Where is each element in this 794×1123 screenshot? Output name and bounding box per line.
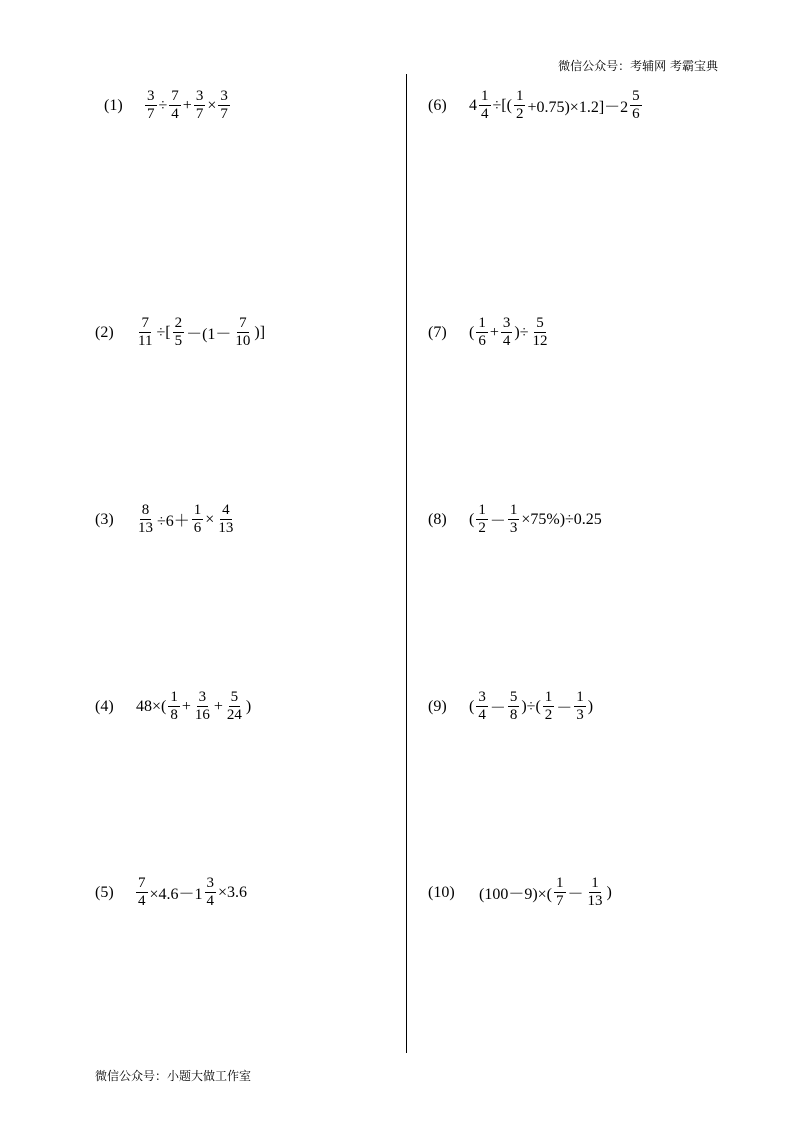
denominator: 16 bbox=[194, 707, 210, 723]
numerator: 1 bbox=[193, 502, 202, 518]
expression-text: + bbox=[182, 96, 192, 114]
fraction bbox=[194, 88, 206, 123]
numerator: 2 bbox=[174, 315, 183, 331]
problem-number: (9) bbox=[428, 697, 447, 715]
numerator: 4 bbox=[222, 502, 230, 518]
fraction bbox=[574, 689, 586, 724]
fraction bbox=[530, 315, 549, 350]
expression bbox=[468, 88, 643, 123]
expression-text: + bbox=[181, 697, 191, 715]
expression-text: －(1－ bbox=[186, 326, 232, 343]
expression-text: +0.75)×1.2]－2 bbox=[527, 99, 629, 116]
expression-text: + bbox=[213, 697, 223, 715]
fraction bbox=[476, 689, 488, 724]
numerator: 3 bbox=[502, 315, 511, 331]
problem-number: (10) bbox=[428, 883, 455, 901]
expression-text: × bbox=[205, 510, 215, 528]
numerator: 3 bbox=[198, 689, 207, 705]
expression bbox=[144, 88, 231, 123]
problem-number: (3) bbox=[95, 510, 114, 528]
fraction bbox=[508, 502, 520, 537]
fraction bbox=[508, 689, 520, 724]
numerator: 3 bbox=[206, 875, 215, 891]
denominator: 4 bbox=[171, 106, 179, 122]
problem-7 bbox=[428, 315, 550, 350]
problem-number: (5) bbox=[95, 883, 114, 901]
denominator: 7 bbox=[220, 106, 228, 122]
expression bbox=[135, 315, 266, 350]
problem-number: (8) bbox=[428, 510, 447, 528]
fraction bbox=[136, 315, 154, 350]
problem-number: (1) bbox=[104, 96, 123, 114]
expression-text: (100－9)×( bbox=[479, 886, 553, 903]
denominator: 6 bbox=[632, 106, 640, 122]
fraction bbox=[543, 689, 555, 724]
numerator: 3 bbox=[220, 88, 228, 104]
problem-3 bbox=[95, 502, 236, 537]
numerator: 5 bbox=[632, 88, 640, 104]
numerator: 1 bbox=[591, 875, 599, 891]
expression-text: － bbox=[489, 513, 506, 530]
fraction bbox=[192, 502, 204, 537]
numerator: 1 bbox=[481, 88, 489, 104]
expression bbox=[135, 875, 248, 910]
expression-text: ×3.6 bbox=[218, 883, 248, 901]
fraction bbox=[193, 689, 212, 724]
numerator: 3 bbox=[147, 88, 155, 104]
expression-text: ÷[ bbox=[156, 323, 171, 341]
problem-number: (4) bbox=[95, 697, 114, 715]
expression-text: × bbox=[207, 96, 217, 114]
fraction bbox=[476, 502, 488, 537]
fraction bbox=[501, 315, 513, 350]
denominator: 12 bbox=[532, 333, 548, 349]
expression bbox=[468, 502, 603, 537]
denominator: 3 bbox=[509, 520, 518, 536]
expression-text: + bbox=[489, 323, 499, 341]
expression-text: ×75%)÷0.25 bbox=[521, 510, 602, 528]
numerator: 7 bbox=[141, 315, 149, 331]
problem-number: (6) bbox=[428, 96, 447, 114]
denominator: 2 bbox=[515, 106, 524, 122]
problem-8 bbox=[428, 502, 603, 537]
denominator: 4 bbox=[502, 333, 511, 349]
fraction bbox=[218, 88, 230, 123]
expression-text: )÷ bbox=[514, 323, 529, 341]
fraction bbox=[205, 875, 217, 910]
denominator: 11 bbox=[138, 333, 153, 349]
denominator: 4 bbox=[478, 707, 486, 723]
expression bbox=[135, 689, 252, 724]
denominator: 2 bbox=[544, 707, 553, 723]
fraction bbox=[476, 315, 488, 350]
denominator: 4 bbox=[206, 893, 215, 909]
problem-1 bbox=[104, 88, 231, 123]
numerator: 1 bbox=[478, 502, 486, 518]
denominator: 7 bbox=[195, 106, 204, 122]
fraction bbox=[225, 689, 244, 724]
denominator: 10 bbox=[235, 333, 251, 349]
expression-text: － bbox=[556, 700, 573, 717]
problem-2 bbox=[95, 315, 266, 350]
numerator: 1 bbox=[170, 689, 178, 705]
expression-text: ) bbox=[587, 697, 594, 715]
fraction bbox=[514, 88, 526, 123]
problem-number: (2) bbox=[95, 323, 114, 341]
expression-text: ÷6＋ bbox=[157, 513, 190, 530]
footer-text: 微信公众号：小题大做工作室 bbox=[95, 1069, 252, 1083]
denominator: 5 bbox=[174, 333, 183, 349]
denominator: 13 bbox=[138, 520, 153, 536]
expression bbox=[478, 875, 613, 910]
expression bbox=[135, 502, 236, 537]
expression bbox=[468, 315, 550, 350]
numerator: 3 bbox=[478, 689, 486, 705]
numerator: 7 bbox=[239, 315, 247, 331]
problem-number: (7) bbox=[428, 323, 447, 341]
fraction bbox=[168, 689, 180, 724]
header-text: 微信公众号：考辅网 考霸宝典 bbox=[558, 59, 718, 73]
denominator: 6 bbox=[193, 520, 202, 536]
problem-4 bbox=[95, 689, 252, 724]
fraction bbox=[586, 875, 605, 910]
expression-text: ÷ bbox=[158, 96, 168, 114]
problem-5 bbox=[95, 875, 248, 910]
denominator: 3 bbox=[576, 707, 584, 723]
expression-text: ( bbox=[469, 697, 475, 715]
numerator: 5 bbox=[509, 689, 518, 705]
denominator: 13 bbox=[218, 520, 234, 536]
problem-10 bbox=[428, 875, 613, 910]
expression-text: － bbox=[489, 700, 506, 717]
fraction bbox=[145, 88, 157, 123]
numerator: 1 bbox=[509, 502, 518, 518]
problem-6 bbox=[428, 88, 643, 123]
denominator: 4 bbox=[481, 106, 489, 122]
expression-text: ( bbox=[469, 510, 475, 528]
expression-text: )÷( bbox=[521, 697, 541, 715]
denominator: 8 bbox=[509, 707, 518, 723]
expression-text: ( bbox=[469, 323, 475, 341]
denominator: 2 bbox=[478, 520, 486, 536]
numerator: 1 bbox=[556, 875, 564, 891]
denominator: 8 bbox=[170, 707, 178, 723]
numerator: 1 bbox=[515, 88, 524, 104]
denominator: 7 bbox=[147, 106, 155, 122]
problem-9 bbox=[428, 689, 594, 724]
fraction bbox=[173, 315, 185, 350]
expression-text: － bbox=[567, 886, 584, 903]
column-divider bbox=[406, 74, 407, 1053]
fraction bbox=[136, 502, 155, 537]
fraction bbox=[630, 88, 642, 123]
numerator: 5 bbox=[536, 315, 544, 331]
expression-text: ÷[( bbox=[492, 96, 512, 114]
expression-text: )] bbox=[254, 323, 266, 341]
expression bbox=[468, 689, 594, 724]
expression-text: ) bbox=[606, 883, 612, 901]
numerator: 8 bbox=[141, 502, 150, 518]
numerator: 1 bbox=[544, 689, 553, 705]
denominator: 13 bbox=[587, 893, 603, 909]
denominator: 24 bbox=[226, 707, 242, 723]
fraction bbox=[554, 875, 566, 910]
expression-text: ×4.6－1 bbox=[149, 886, 203, 903]
fraction bbox=[233, 315, 252, 350]
expression-text: ) bbox=[245, 697, 252, 715]
numerator: 1 bbox=[478, 315, 486, 331]
denominator: 4 bbox=[138, 893, 146, 909]
fraction bbox=[136, 875, 148, 910]
numerator: 1 bbox=[576, 689, 584, 705]
numerator: 3 bbox=[195, 88, 204, 104]
numerator: 7 bbox=[138, 875, 146, 891]
expression-text: 4 bbox=[469, 96, 477, 114]
numerator: 7 bbox=[171, 88, 179, 104]
fraction bbox=[216, 502, 235, 537]
numerator: 5 bbox=[230, 689, 239, 705]
fraction bbox=[479, 88, 491, 123]
denominator: 7 bbox=[556, 893, 564, 909]
expression-text: 48×( bbox=[136, 697, 167, 715]
denominator: 6 bbox=[478, 333, 486, 349]
fraction bbox=[169, 88, 181, 123]
